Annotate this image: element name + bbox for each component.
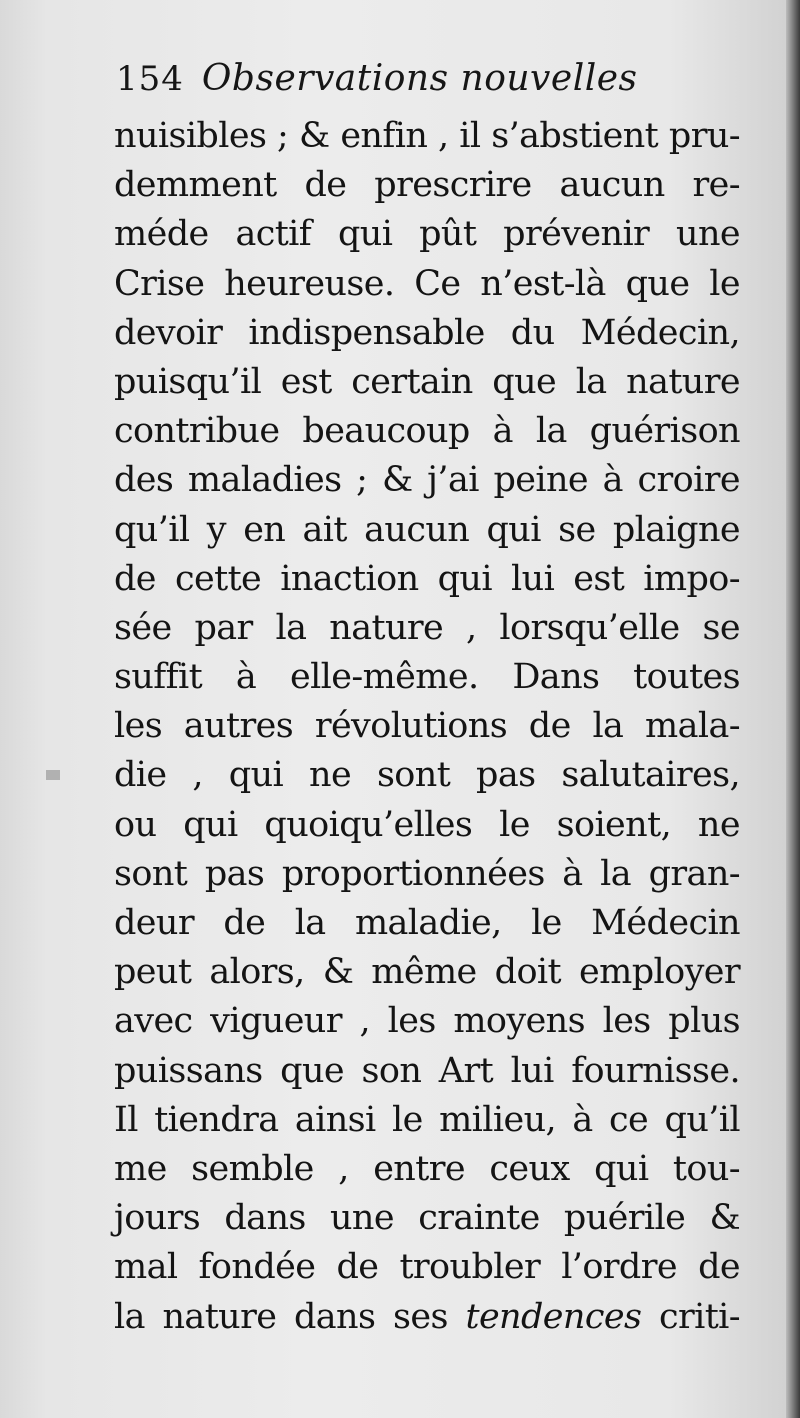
ink-smudge [46, 770, 60, 780]
text-segment: puisqu’il est certain que la nature [114, 361, 740, 402]
text-line [114, 555, 740, 604]
text-line [114, 997, 740, 1046]
text-line [114, 948, 740, 997]
text-segment: contribue beaucoup à la guérison [114, 411, 740, 452]
text-line [114, 112, 740, 161]
text-segment: devoir indispensable du Médecin, [114, 312, 740, 353]
text-line [114, 850, 740, 899]
text-segment: la nature dans ses [114, 1296, 466, 1337]
running-title: Observations nouvelles [201, 58, 638, 99]
text-segment: des maladies ; & j’ai peine à croire [114, 460, 740, 501]
text-line [114, 407, 740, 456]
text-line [114, 456, 740, 505]
text-line [114, 702, 740, 751]
text-segment: méde actif qui pût prévenir une [114, 214, 740, 255]
text-line [114, 801, 740, 850]
text-segment: deur de la maladie, le Médecin [114, 903, 740, 943]
text-segment: avec vigueur , les moyens les plus [114, 1001, 740, 1042]
text-line [114, 506, 740, 555]
text-line [114, 1096, 740, 1145]
text-line [114, 653, 740, 702]
text-line [114, 751, 740, 800]
text-segment: jours dans une crainte puérile & [114, 1198, 740, 1239]
text-segment: sée par la nature , lorsqu’elle se [114, 607, 740, 648]
text-line [114, 161, 740, 210]
text-segment: criti- [641, 1296, 740, 1337]
text-line [114, 1243, 740, 1292]
running-header [116, 58, 736, 108]
text-line [114, 210, 740, 259]
text-segment: demment de prescrire aucun re- [114, 165, 740, 206]
text-segment: nuisibles ; & enfin , il s’abstient pru- [114, 116, 740, 156]
text-line [114, 309, 740, 358]
text-line [114, 260, 740, 309]
page-edge-shadow [786, 0, 800, 1418]
page-number: 154 [116, 59, 184, 99]
text-segment: sont pas proportionnées à la gran- [114, 853, 740, 894]
text-line [114, 1293, 740, 1342]
text-line [114, 604, 740, 653]
italic-word: tendences [465, 1296, 642, 1337]
text-segment: mal fondée de troubler l’ordre de [114, 1247, 740, 1288]
text-segment: Il tiendra ainsi le milieu, à ce qu’il [114, 1099, 740, 1140]
text-line [114, 1194, 740, 1243]
text-line [114, 358, 740, 407]
text-segment: de cette inaction qui lui est impo- [114, 558, 740, 599]
text-segment: les autres révolutions de la mala- [114, 706, 740, 747]
text-segment: me semble , entre ceux qui tou- [114, 1148, 740, 1189]
text-segment: peut alors, & même doit employer [114, 952, 740, 993]
text-segment: puissans que son Art lui fournisse. [114, 1050, 740, 1091]
text-segment: qu’il y en ait aucun qui se plaigne [114, 509, 740, 550]
text-line [114, 1047, 740, 1096]
text-segment: die , qui ne sont pas salutaires, [114, 755, 740, 796]
text-line [114, 1145, 740, 1194]
text-line [114, 899, 740, 948]
text-segment: ou qui quoiqu’elles le soient, ne [114, 804, 740, 845]
text-segment: Crise heureuse. Ce n’est-là que le [114, 263, 740, 304]
body-text [114, 112, 740, 1342]
text-segment: suffit à elle-même. Dans toutes [114, 657, 740, 698]
